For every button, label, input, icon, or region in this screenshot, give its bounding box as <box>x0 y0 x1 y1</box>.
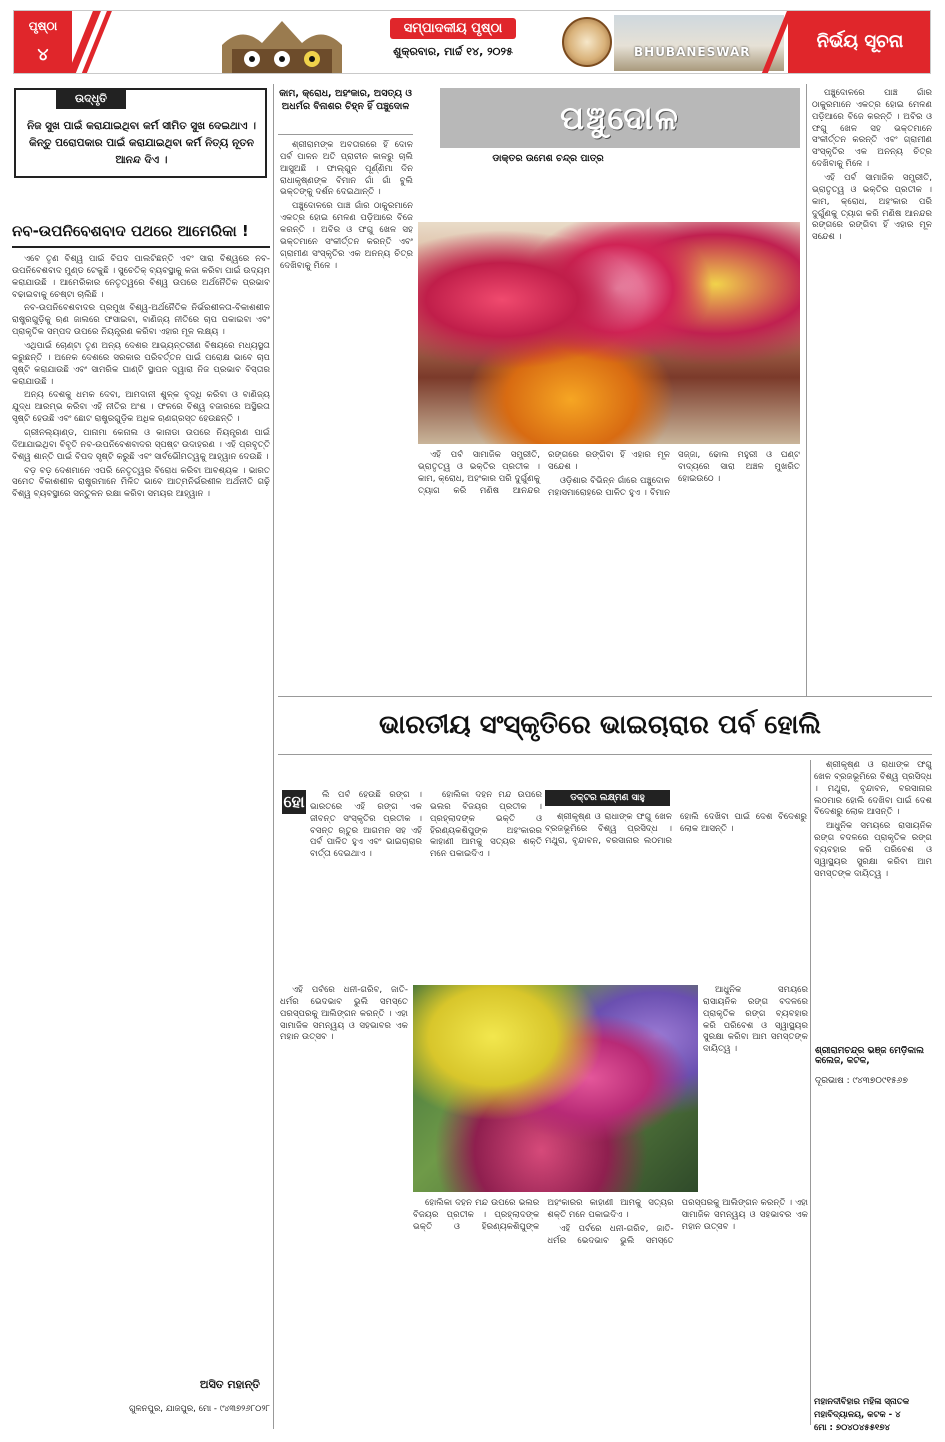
column-divider <box>273 84 274 1429</box>
author-affiliation: ଶ୍ରୀରାମଚନ୍ଦ୍ର ଭଞ୍ଜ ମେଡ଼ିକାଲ କଲେଜ, କଟକ, <box>815 1046 925 1066</box>
festival-photo <box>418 222 800 444</box>
paragraph: ଶ୍ରୀକୃଷ୍ଣ ଓ ରାଧାଙ୍କ ଫଗୁ ଖେଳ ବ୍ରଜଭୂମିରେ ବିଶ୍ୱ ପ୍ରସିଦ୍ଧ । ମଥୁରା, ବୃନ୍ଦାବନ, ବରସାନାର ଲଠମାର ହୋଲି ଦେଖିବା ପାଇଁ ଦେଶ ବିଦେଶରୁ ଲୋକ ଆସନ୍ତି । <box>814 760 932 818</box>
holi-byline: ଡକ୍ଟର ଲକ୍ଷ୍ମଣ ସାହୁ <box>545 790 670 806</box>
paper-name: ନିର୍ଭୟ ସୂଚନା <box>788 11 931 74</box>
article-byline: ଡାକ୍ତର ଉମେଶ ଚନ୍ଦ୍ର ପାତ୍ର <box>492 153 604 164</box>
paragraph: ଶ୍ରୀରାମଙ୍କ ଅବତାରରେ ହିଁ ଦୋଳ ପର୍ବ ପାଳନ ଅତି ପ୍ରାଚୀନ କାଳରୁ ଚାଲି ଆସୁଅଛି । ଫାଲ୍ଗୁନ ପୂର୍ଣ୍ଣିମା ଦିନ ରାଧାକୃଷ୍ଣଙ୍କ ବିମାନ ଗାଁ ଗାଁ ବୁଲି ଭକ୍ତଙ୍କୁ ଦର୍ଶନ ଦେଇଥାନ୍ତି । <box>280 140 413 198</box>
paragraph: ନବ-ଉପନିବେଶବାଦର ପ୍ରମୁଖ ବିଶ୍ୱ-ଅର୍ଥନୈତିକ ନିର୍ଭରଶୀଳତା-ବିକାଶଶୀଳ ରାଷ୍ଟ୍ରଗୁଡ଼ିକୁ ଋଣ ଜାଲରେ ଫସାଇବା, ବାଣିଜ୍ୟ ନୀତିରେ ଚାପ ପକାଇବା ଏବଂ ପ୍ରାକୃତିକ ସମ୍ପଦ ଉପରେ ନିୟନ୍ତ୍ରଣ କରିବା ଏହାର ମୂଳ ଲକ୍ଷ୍ୟ । <box>12 303 270 338</box>
holi-body-right <box>703 985 808 1185</box>
page-number-block <box>14 11 72 74</box>
paragraph: ଏହି ପର୍ବ ସାମାଜିକ ସମ୍ପ୍ରୀତି, ଭ୍ରାତୃତ୍ୱ ଓ ଭକ୍ତିର ପ୍ରତୀକ । କାମ, କ୍ରୋଧ, ଅହଂକାର ପରି ଦୁର୍ଗୁଣକୁ ତ୍ୟାଗ କରି ମଣିଷ ଆନନ୍ଦର ରଙ୍ଗରେ ରଙ୍ଗିବା ହିଁ ଏହାର ମୂଳ ସନ୍ଦେଶ । <box>418 450 670 496</box>
issue-date: ଶୁକ୍ରବାର, ମାର୍ଚ୍ଚ ୧୪, ୨୦୨୫ <box>393 45 513 58</box>
paragraph: ଆଧୁନିକ ସମୟରେ ରାସାୟନିକ ରଙ୍ଗ ବଦଳରେ ପ୍ରାକୃତିକ ରଙ୍ଗ ବ୍ୟବହାର କରି ପରିବେଶ ଓ ସ୍ୱାସ୍ଥ୍ୟର ସୁରକ୍ଷା କରିବା ଆମ ସମସ୍ତଙ୍କ ଦାୟିତ୍ୱ । <box>703 985 808 1055</box>
paragraph: ଗ୍ରୀନଲ୍ୟାଣ୍ଡ, ପାନାମା କେନାଲ ଓ କାନାଡା ଉପରେ ନିୟନ୍ତ୍ରଣ ପାଇଁ ଦିଆଯାଇଥିବା ବିବୃତି ନବ-ଉପନିବେଶବାଦର ସ୍ପଷ୍ଟ ଉଦାହରଣ । ଏହି ପ୍ରବୃତ୍ତି ବିଶ୍ୱ ଶାନ୍ତି ପାଇଁ ବିପଦ ସୃଷ୍ଟି କରୁଛି ଏବଂ ସାର୍ବଭୌମତ୍ୱକୁ ଆହ୍ୱାନ ଦେଉଛି । <box>12 428 270 462</box>
left-author: ଅସିତ ମହାନ୍ତି <box>199 1378 260 1391</box>
left-author-address: ଗୁଳନପୁର, ଯାଜପୁର, ମୋ - ୯୪୩୭୨୬୮୦୨୮ <box>128 1404 270 1414</box>
column-divider <box>806 84 807 696</box>
paragraph: ଅନ୍ୟ ଦେଶକୁ ଧମକ ଦେବା, ଆମଦାନୀ ଶୁଳ୍କ ବୃଦ୍ଧି କରିବା ଓ ବାଣିଜ୍ୟ ଯୁଦ୍ଧ ଆରମ୍ଭ କରିବା ଏହି ନୀତିର ଅଂଶ । ଫଳରେ ବିଶ୍ୱ ବଜାରରେ ଅସ୍ଥିରତା ସୃଷ୍ଟି ହେଉଛି ଏବଂ ଛୋଟ ରାଷ୍ଟ୍ରଗୁଡ଼ିକ ଅଧିକ ଋଣଗ୍ରସ୍ତ ହେଉଛନ୍ତି । <box>12 390 270 425</box>
section-title: ସମ୍ପାଦକୀୟ ପୃଷ୍ଠା <box>390 18 516 39</box>
paragraph: ଏହି ପର୍ବରେ ଧନୀ-ଗରିବ, ଜାତି-ଧର୍ମର ଭେଦଭାବ ଭୁଲି ସମସ୍ତେ ପରସ୍ପରକୁ ଆଲିଙ୍ଗନ କରନ୍ତି । ଏହା ସାମାଜିକ ସମନ୍ୱୟ ଓ ସହଭାବର ଏକ ମହାନ ଉତ୍ସବ । <box>280 985 408 1043</box>
paragraph: ଏହି ପର୍ବ ସାମାଜିକ ସମ୍ପ୍ରୀତି, ଭ୍ରାତୃତ୍ୱ ଓ ଭକ୍ତିର ପ୍ରତୀକ । କାମ, କ୍ରୋଧ, ଅହଂକାର ପରି ଦୁର୍ଗୁଣକୁ ତ୍ୟାଗ କରି ମଣିଷ ଆନନ୍ଦର ରଙ୍ଗରେ ରଙ୍ଗିବା ହିଁ ଏହାର ମୂଳ ସନ୍ଦେଶ । <box>812 173 932 243</box>
holi-address: ମହାନଦୀବିହାର ମହିଳା ସ୍ନାତକ ମହାବିଦ୍ୟାଳୟ, କଟକ - ୪ <box>814 1397 910 1420</box>
paragraph: ବଡ଼ ବଡ଼ ଦେଶମାନେ ଏପରି ନେତୃତ୍ୱର ବିରୋଧ କରିବା ଆବଶ୍ୟକ । ଭାରତ ସମେତ ବିକାଶଶୀଳ ରାଷ୍ଟ୍ରମାନେ ମିଳିତ ଭାବେ ଆତ୍ମନିର୍ଭରଶୀଳ ଅର୍ଥନୀତି ଗଢ଼ି ବିଶ୍ୱ ବ୍ୟବସ୍ଥାରେ ସନ୍ତୁଳନ ରକ୍ଷା କରିବା ସମୟର ଆହ୍ୱାନ । <box>12 465 270 500</box>
masthead-center <box>348 17 558 69</box>
paragraph: ଏଥିପାଇଁ ଚୋଣ୍ଟା ତୃଣ ଅନ୍ୟ ଦେଶର ଆଭ୍ୟନ୍ତରୀଣ ବିଷୟରେ ମଧ୍ୟସ୍ଥତା କରୁଛନ୍ତି । ଅନେକ ଦେଶରେ ସରକାର ପରିବର୍ତ୍ତନ ପାଇଁ ପରୋକ୍ଷ ଭାବେ ଚାପ ସୃଷ୍ଟି କରାଯାଉଛି ଏବଂ ସାମରିକ ଘାଣ୍ଟି ସ୍ଥାପନ ଦ୍ୱାରା ନିଜ ପ୍ରଭାବ ବିସ୍ତାର କରାଯାଉଛି । <box>12 341 270 387</box>
temple-illustration <box>222 15 342 73</box>
right-article-col1 <box>280 140 413 680</box>
holi-phone: ମୋ : ୭୦୪୦୪୫୫୧୭୪ <box>814 1422 890 1433</box>
left-headline: ନବ-ଉପନିବେଶବାଦ ପଥରେ ଆମେରିକା ! <box>12 222 249 240</box>
paragraph: ଏହି ପର୍ବରେ ଧନୀ-ଗରିବ, ଜାତି-ଧର୍ମର ଭେଦଭାବ ଭୁଲି ସମସ୍ତେ ପରସ୍ପରକୁ ଆଲିଙ୍ଗନ କରନ୍ତି । ଏହା ସାମାଜିକ ସମନ୍ୱୟ ଓ ସହଭାବର ଏକ ମହାନ ଉତ୍ସବ । <box>547 1198 808 1246</box>
emblem-icon <box>562 17 612 67</box>
paragraph: ପଞ୍ଚୁଦୋଳରେ ପାଞ୍ଚ ଗାଁର ଠାକୁରମାନେ ଏକତ୍ର ହୋଇ ମେଳଣ ପଡ଼ିଆରେ ବିଜେ କରନ୍ତି । ଅବିର ଓ ଫଗୁ ଖେଳ ସହ ଭକ୍ତମାନେ ସଂକୀର୍ତ୍ତନ କରନ୍ତି ଏବଂ ଗ୍ରାମୀଣ ସଂସ୍କୃତିର ଏକ ଅନନ୍ୟ ଚିତ୍ର ଦେଖିବାକୁ ମିଳେ । <box>812 88 932 170</box>
column-divider <box>810 760 811 1425</box>
paragraph: ପଞ୍ଚୁଦୋଳରେ ପାଞ୍ଚ ଗାଁର ଠାକୁରମାନେ ଏକତ୍ର ହୋଇ ମେଳଣ ପଡ଼ିଆରେ ବିଜେ କରନ୍ତି । ଅବିର ଓ ଫଗୁ ଖେଳ ସହ ଭକ୍ତମାନେ ସଂକୀର୍ତ୍ତନ କରନ୍ତି ଏବଂ ଗ୍ରାମୀଣ ସଂସ୍କୃତିର ଏକ ଅନନ୍ୟ ଚିତ୍ର ଦେଖିବାକୁ ମିଳେ । <box>280 201 413 271</box>
holi-headline: ଭାରତୀୟ ସଂସ୍କୃତିରେ ଭାଇଚାରାର ପର୍ବ ହୋଲି <box>378 710 822 740</box>
article-teaser: କାମ, କ୍ରୋଧ, ଅହଂକାର, ଅସତ୍ୟ ଓ ଅଧର୍ମର ବିନାଶର ଚିହ୍ନ ହିଁ ପଞ୍ଚୁଦୋଳ <box>279 88 412 112</box>
paragraph: ଓଡ଼ିଶାର ବିଭିନ୍ନ ଗାଁରେ ପଞ୍ଚୁଦୋଳ ମହାସମାରୋହରେ ପାଳିତ ହୁଏ । ବିମାନ ସଜ୍ଜା, ଢୋଲ ମହୁରୀ ଓ ଘଣ୍ଟ ବାଦ୍ୟରେ ସାରା ଅଞ୍ଚଳ ମୁଖରିତ ହୋଇଉଠେ । <box>548 450 800 498</box>
paragraph: ଶ୍ରୀକୃଷ୍ଣ ଓ ରାଧାଙ୍କ ଫଗୁ ଖେଳ ବ୍ରଜଭୂମିରେ ବିଶ୍ୱ ପ୍ରସିଦ୍ଧ । ମଥୁରା, ବୃନ୍ଦାବନ, ବରସାନାର ଲଠମାର ହୋଲି ଦେଖିବା ପାଇଁ ଦେଶ ବିଦେଶରୁ ଲୋକ ଆସନ୍ତି । <box>545 812 807 846</box>
article-title-banner: ପଞ୍ଚୁଦୋଳ <box>440 88 800 148</box>
divider <box>278 696 932 697</box>
city-label: BHUBANESWAR <box>634 45 751 59</box>
paragraph: ହୋଲିକା ଦହନ ମନ୍ଦ ଉପରେ ଭଲର ବିଜୟର ପ୍ରତୀକ । ପ୍ରହ୍ଲାଦଙ୍କ ଭକ୍ତି ଓ ହିରଣ୍ୟକଶିପୁଙ୍କ ଅହଂକାରର କାହାଣୀ ଆମକୁ ସତ୍ୟର ଶକ୍ତି ମନେ ପକାଇଦିଏ । <box>413 1198 674 1232</box>
author-phone: ଦୂରଭାଷ : ୯୪୩୭୦୯୧୫୬୭ <box>815 1076 908 1086</box>
holi-body-far-right <box>814 760 932 1390</box>
right-article-col2 <box>418 450 800 680</box>
city-photo <box>614 15 784 71</box>
divider <box>278 134 413 135</box>
holi-body-mid <box>545 812 807 982</box>
quote-box <box>14 88 267 178</box>
page-number: ୪ <box>37 45 49 65</box>
masthead <box>13 10 931 74</box>
paragraph: ଆଧୁନିକ ସମୟରେ ରାସାୟନିକ ରଙ୍ଗ ବଦଳରେ ପ୍ରାକୃତିକ ରଙ୍ଗ ବ୍ୟବହାର କରି ପରିବେଶ ଓ ସ୍ୱାସ୍ଥ୍ୟର ସୁରକ୍ଷା କରିବା ଆମ ସମସ୍ତଙ୍କ ଦାୟିତ୍ୱ । <box>814 821 932 879</box>
holi-body-bottom <box>413 1198 808 1426</box>
paragraph: ହୋଲିକା ଦହନ ମନ୍ଦ ଉପରେ ଭଲର ବିଜୟର ପ୍ରତୀକ । ପ୍ରହ୍ଲାଦଙ୍କ ଭକ୍ତି ଓ ହିରଣ୍ୟକଶିପୁଙ୍କ ଅହଂକାରର କାହାଣୀ ଆମକୁ ସତ୍ୟର ଶକ୍ତି ମନେ ପକାଇଦିଏ । <box>430 790 542 860</box>
drop-cap: ହୋ <box>282 790 306 814</box>
paragraph: ଲି ପର୍ବ ହେଉଛି ରଙ୍ଗ । ଭାରତରେ ଏହି ରଙ୍ଗ ଏକ ଜୀବନ୍ତ ସଂସ୍କୃତିର ପ୍ରତୀକ । ବସନ୍ତ ଋତୁର ଆଗମନ ସହ ଏହି ପର୍ବ ପାଳିତ ହୁଏ ଏବଂ ଭାଇଚାରାର ବାର୍ତ୍ତା ଦେଇଥାଏ । <box>310 790 422 860</box>
holi-photo <box>413 985 698 1192</box>
holi-author-address <box>814 1396 932 1434</box>
divider <box>12 246 270 248</box>
paragraph: ଏବେ ତୃଣ ବିଶ୍ୱ ପାଇଁ ବିପଦ ପାଲଟିଛନ୍ତି ଏବଂ ସାରା ବିଶ୍ୱରେ ନବ-ଉପନିବେଶବାଦ ମୁଣ୍ଡ ଟେକୁଛି । ସୁଚେତିକ୍ ବ୍ୟବସ୍ଥାକୁ କଜା କରିବା ପାଇଁ ଉଦ୍ୟମ କରାଯାଉଛି । ଆମେରିକାର ନେତୃତ୍ୱରେ ବିଶ୍ୱ ଉପରେ ଅର୍ଥନୈତିକ ପ୍ରଭାବ ବଢାଇବାକୁ ଚେଷ୍ଟା ଚାଲିଛି । <box>12 254 270 300</box>
quote-body: ନିଜ ସୁଖ ପାଇଁ କରାଯାଇଥିବା କର୍ମ ସୀମିତ ସୁଖ ଦେଇଥାଏ । କିନ୍ତୁ ପରୋପକାର ପାଇଁ କରାଯାଇଥିବା କର୍ମ ନିତ୍ୟ ନୂତନ ଆନନ୍ଦ ଦିଏ । <box>27 120 256 166</box>
holi-body-left <box>280 985 408 1425</box>
holi-body-top <box>310 790 542 980</box>
quote-heading: ଉଦ୍ଧୃତି <box>56 89 126 109</box>
divider <box>278 754 932 755</box>
left-article-body <box>12 254 270 1372</box>
page-label: ପୃଷ୍ଠା <box>28 19 58 33</box>
